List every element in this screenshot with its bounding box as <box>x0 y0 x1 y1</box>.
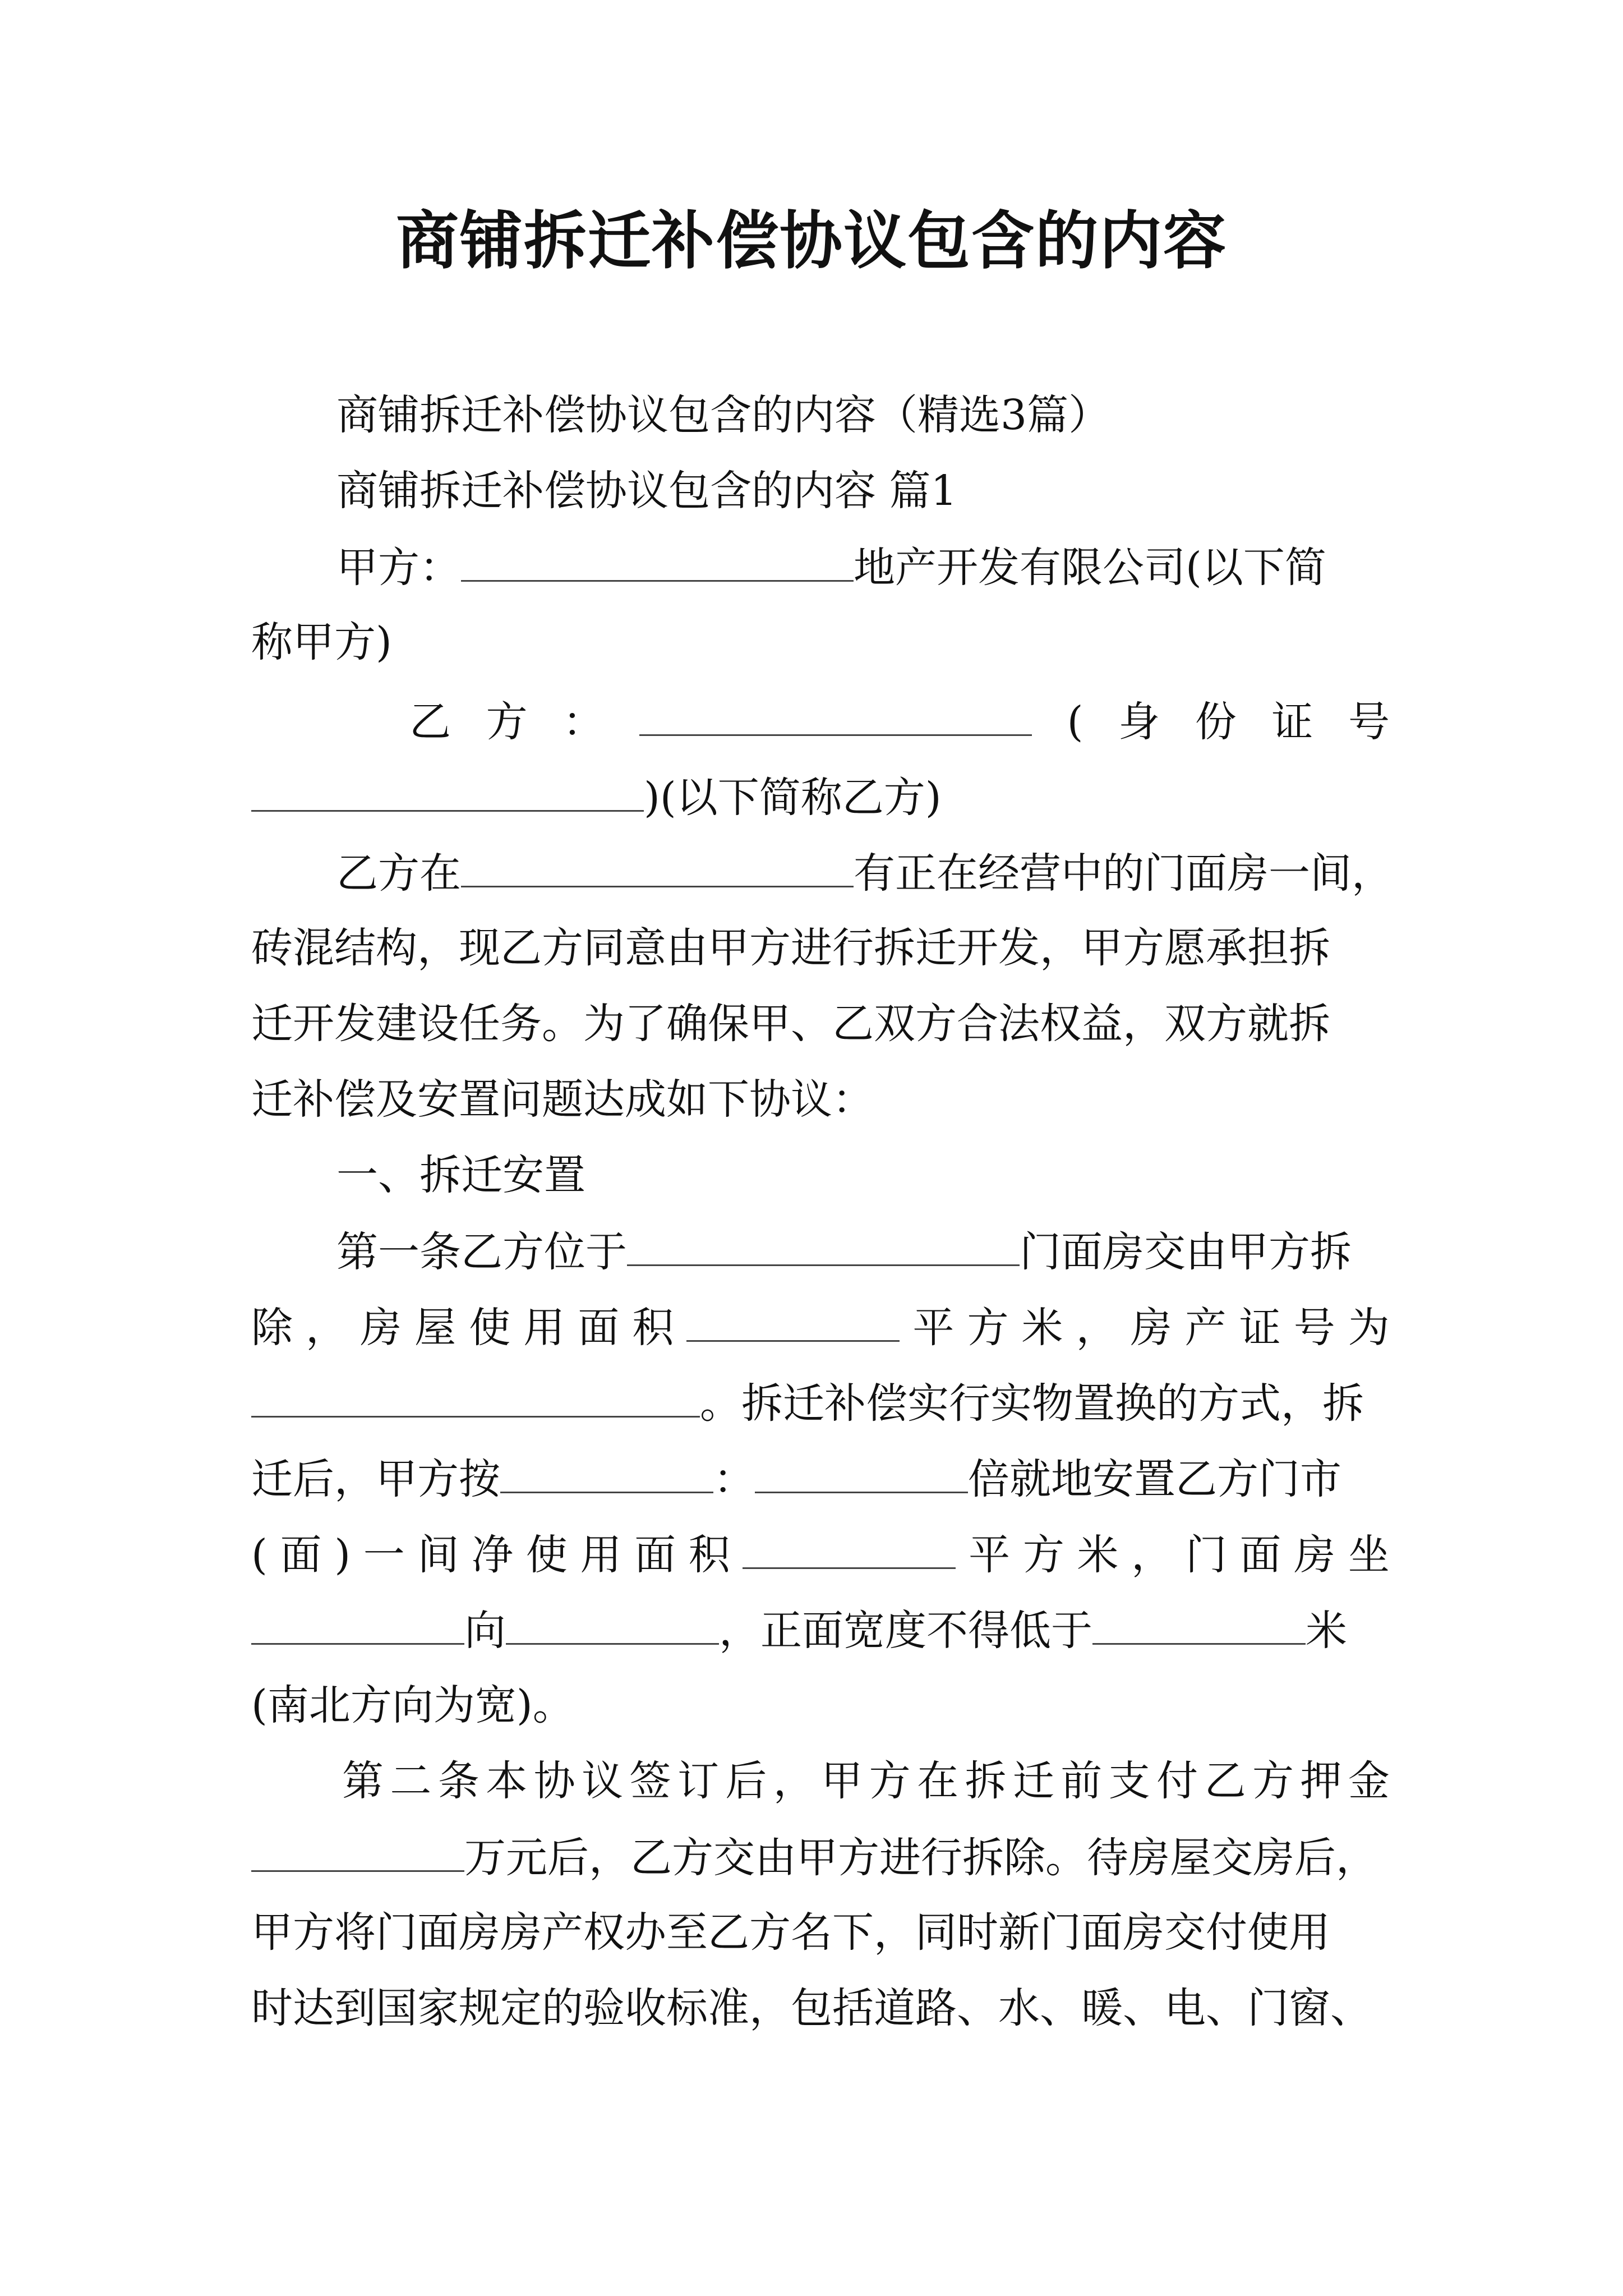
art2-l1-char: 方 <box>869 1757 911 1805</box>
art2-line3: 甲方将门面房房产权办至乙方名下，同时新门面房交付使用 <box>251 1908 1330 1957</box>
art2-l1-char: 拆 <box>965 1757 1007 1805</box>
art2-l1-char: 本 <box>486 1757 528 1805</box>
art1-net-area-blank[interactable] <box>743 1526 956 1569</box>
art1-l4-text-a: 迁后，甲方按 <box>251 1455 500 1503</box>
art1-line2 <box>251 1299 1390 1356</box>
section-heading: 商铺拆迁补偿协议包含的内容 篇1 <box>336 467 957 515</box>
art2-line1 <box>342 1753 1390 1809</box>
party-b-char: ： <box>562 698 605 746</box>
party-b-char: 方 <box>486 698 528 746</box>
art2-l1-char: 二 <box>390 1757 432 1805</box>
art2-l1-char: 乙 <box>1204 1757 1246 1805</box>
art1-l5-char: ( <box>251 1531 268 1579</box>
party-b-char: 身 <box>1118 698 1160 746</box>
art2-l1-char: 第 <box>342 1757 384 1805</box>
art1-l4-text-c: 倍就地安置乙方门市 <box>968 1455 1341 1503</box>
party-a-blank[interactable] <box>461 539 854 582</box>
art1-l2-char: 房 <box>360 1304 402 1352</box>
art1-l5-char: 积 <box>688 1531 730 1579</box>
art2-l1-char: 订 <box>677 1757 719 1805</box>
party-b-end: )(以下简称乙方) <box>644 774 942 822</box>
art1-line7: (南北方向为宽)。 <box>251 1681 574 1729</box>
art1-l5-char: ) <box>334 1531 351 1579</box>
art2-l2-text: 万元后，乙方交由甲方进行拆除。待房屋交房后， <box>464 1834 1377 1882</box>
art1-l5-char: 用 <box>580 1531 622 1579</box>
art2-deposit-blank[interactable] <box>251 1829 464 1872</box>
heading-relocation: 一、拆迁安置 <box>336 1151 585 1199</box>
art1-l2-char: 为 <box>1348 1304 1390 1352</box>
para1-line2: 砖混结构，现乙方同意由甲方进行拆迁开发，甲方愿承担拆 <box>251 924 1330 972</box>
art1-line6 <box>251 1602 1390 1659</box>
art2-l1-char: 押 <box>1300 1757 1342 1805</box>
party-b-line <box>409 693 1390 750</box>
art2-l1-char: 后 <box>725 1757 767 1805</box>
art2-l1-char: 条 <box>437 1757 479 1805</box>
art1-l6-text-c: 米 <box>1306 1607 1347 1655</box>
art1-l2-char: 平 <box>912 1304 955 1352</box>
party-b-id-line <box>251 769 1390 826</box>
art2-l1-char: 签 <box>629 1757 671 1805</box>
art1-l5-char: 面 <box>634 1531 676 1579</box>
art2-l1-char: 甲 <box>821 1757 863 1805</box>
art1-l5-char: 使 <box>525 1531 568 1579</box>
party-b-id-blank[interactable] <box>251 769 644 812</box>
para1-line3: 迁开发建设任务。为了确保甲、乙双方合法权益，双方就拆 <box>251 1000 1330 1048</box>
art1-l3-text: 。拆迁补偿实行实物置换的方式，拆 <box>700 1379 1364 1428</box>
art1-l5-char: 坐 <box>1348 1531 1390 1579</box>
art2-l1-char: 议 <box>582 1757 624 1805</box>
art1-l2-char: ， <box>1076 1304 1118 1352</box>
art1-line5 <box>251 1526 1390 1583</box>
art1-l2-char: 证 <box>1239 1304 1281 1352</box>
para1-line1 <box>336 844 1393 901</box>
art2-l1-char: 支 <box>1108 1757 1150 1805</box>
party-a-suffix: 地产开发有限公司(以下简 <box>854 544 1326 592</box>
para1-text-a: 乙方在 <box>336 849 461 898</box>
para1-location-blank[interactable] <box>461 844 854 887</box>
art1-width-blank[interactable] <box>1092 1602 1306 1645</box>
art2-l1-char: 付 <box>1156 1757 1198 1805</box>
party-b-char: 证 <box>1271 698 1313 746</box>
art1-l5-char: 净 <box>472 1531 514 1579</box>
art1-orientation-blank-2[interactable] <box>506 1602 719 1645</box>
art1-location-blank[interactable] <box>627 1223 1020 1266</box>
para1-text-b: 有正在经营中的门面房一间， <box>854 849 1393 898</box>
art1-l2-char: 除 <box>251 1304 293 1352</box>
art2-l1-char: 金 <box>1348 1757 1390 1805</box>
art1-text-a: 第一条乙方位于 <box>336 1228 627 1276</box>
art1-l4-colon: ： <box>713 1455 755 1503</box>
party-b-char: 号 <box>1348 698 1390 746</box>
art1-ratio-blank-1[interactable] <box>500 1450 713 1493</box>
art1-text-b: 门面房交由甲方拆 <box>1020 1228 1352 1276</box>
art1-l2-char: ， <box>306 1304 348 1352</box>
art1-l5-char: 面 <box>1239 1531 1281 1579</box>
art2-line2 <box>251 1829 1390 1886</box>
art1-l5-char: 平 <box>969 1531 1011 1579</box>
art1-line1 <box>336 1223 1390 1280</box>
art1-ratio-blank-2[interactable] <box>755 1450 968 1493</box>
art1-l6-text-a: 向 <box>464 1607 506 1655</box>
party-a-label: 甲方： <box>336 544 461 592</box>
art1-l5-char: 面 <box>280 1531 322 1579</box>
art2-l1-char: ， <box>773 1757 815 1805</box>
art1-l5-char: 房 <box>1294 1531 1336 1579</box>
document-title: 商铺拆迁补偿协议包含的内容 <box>396 204 1227 278</box>
art2-l1-char: 协 <box>533 1757 575 1805</box>
art1-l5-char: 门 <box>1185 1531 1227 1579</box>
art1-line3 <box>251 1374 1390 1432</box>
art2-l1-char: 方 <box>1252 1757 1294 1805</box>
party-b-char: 份 <box>1195 698 1237 746</box>
art1-l2-char: 屋 <box>414 1304 457 1352</box>
art1-l2-char: 方 <box>967 1304 1009 1352</box>
art1-l5-char: ， <box>1131 1531 1173 1579</box>
art1-l5-char: 方 <box>1022 1531 1064 1579</box>
party-b-char: 乙 <box>409 698 451 746</box>
party-b-char: ( <box>1067 698 1083 746</box>
subtitle: 商铺拆迁补偿协议包含的内容（精选3篇） <box>336 391 1110 439</box>
art1-l2-char: 产 <box>1184 1304 1227 1352</box>
art1-area-blank[interactable] <box>686 1299 900 1342</box>
art2-l1-char: 迁 <box>1012 1757 1054 1805</box>
art2-line4: 时达到国家规定的验收标准，包括道路、水、暖、电、门窗、 <box>251 1984 1372 2032</box>
art1-l2-char: 使 <box>469 1304 511 1352</box>
art1-l2-char: 积 <box>632 1304 674 1352</box>
art1-l2-char: 面 <box>578 1304 620 1352</box>
art1-l2-char: 房 <box>1130 1304 1172 1352</box>
art2-l1-char: 前 <box>1061 1757 1103 1805</box>
art1-l5-char: 米 <box>1077 1531 1119 1579</box>
art1-line4 <box>251 1450 1390 1507</box>
art1-l6-text-b: ，正面宽度不得低于 <box>719 1607 1092 1655</box>
art1-l2-char: 用 <box>523 1304 565 1352</box>
art1-l2-char: 米 <box>1021 1304 1063 1352</box>
art1-l5-char: 一 <box>363 1531 405 1579</box>
art2-l1-char: 在 <box>917 1757 959 1805</box>
art1-orientation-blank-1[interactable] <box>251 1602 464 1645</box>
party-a-cont: 称甲方) <box>251 618 392 666</box>
party-b-blank[interactable] <box>639 693 1032 736</box>
party-a-line <box>336 539 1390 596</box>
art1-l5-char: 间 <box>417 1531 459 1579</box>
art1-cert-blank[interactable] <box>251 1374 700 1418</box>
para1-line4: 迁补偿及安置问题达成如下协议： <box>251 1075 874 1124</box>
art1-l2-char: 号 <box>1293 1304 1335 1352</box>
